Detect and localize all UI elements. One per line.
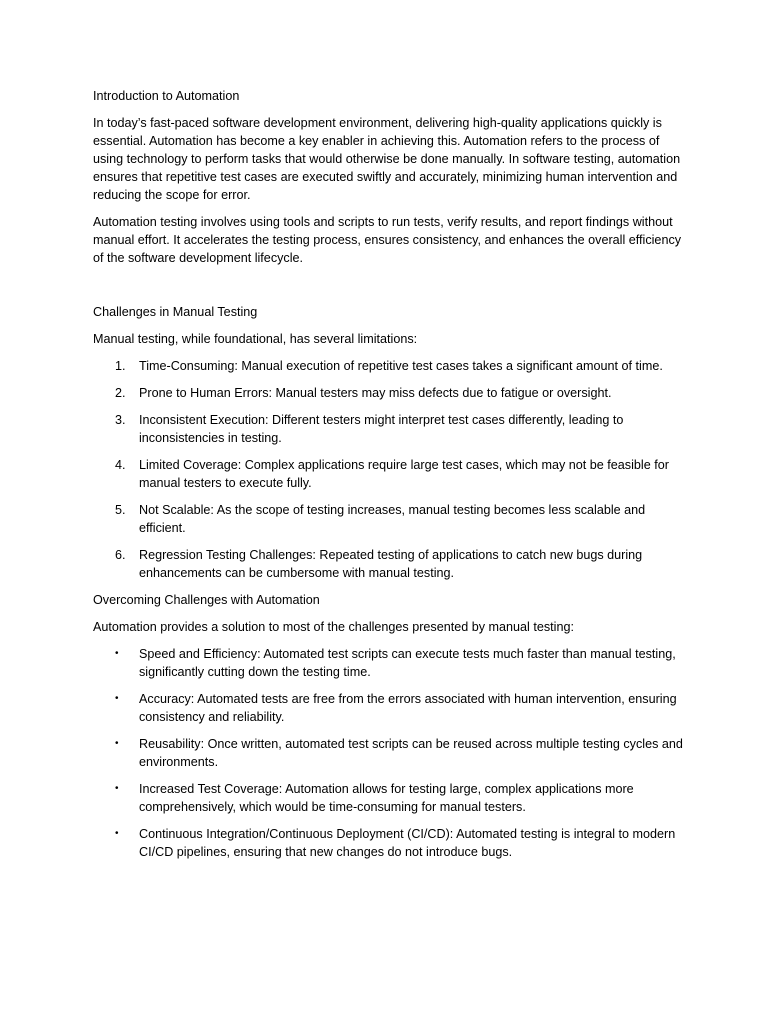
bullet-icon: •: [115, 783, 119, 794]
list-item-text: Reusability: Once written, automated test scripts can be reused across multiple testing cycles and environments.: [139, 737, 683, 769]
list-number: 6.: [115, 548, 126, 562]
list-item-text: Time-Consuming: Manual execution of repetitive test cases takes a significant amount of time.: [139, 359, 663, 373]
list-item-text: Increased Test Coverage: Automation allows for testing large, complex applications more comprehensively, which would be time-consuming for manual testers.: [139, 782, 634, 814]
intro-paragraph: In today’s fast-paced software development environment, delivering high-quality applications quickly is essential. Automation has become a key enabler in achieving this. Automation refers to the process of using technology to perform tasks that would otherwise be done manually. In software testing, automation ensures that repetitive test cases are executed swiftly and accurately, minimizing human intervention and reducing the scope for error.: [93, 116, 681, 202]
bullet-icon: •: [115, 648, 119, 659]
bullet-icon: •: [115, 828, 119, 839]
overcoming-lead: Automation provides a solution to most of the challenges presented by manual testing:: [93, 620, 574, 634]
section-heading-challenges: Challenges in Manual Testing: [93, 305, 258, 319]
bullet-icon: •: [115, 738, 119, 749]
list-number: 1.: [115, 359, 126, 373]
challenges-lead: Manual testing, while foundational, has several limitations:: [93, 332, 418, 346]
section-heading-intro: Introduction to Automation: [93, 89, 240, 103]
document-page: [93, 87, 683, 870]
list-number: 2.: [115, 386, 126, 400]
list-item-text: Limited Coverage: Complex applications require large test cases, which may not be feasible for manual testers to execute fully.: [139, 458, 669, 490]
list-item: [93, 780, 683, 816]
intro-paragraph: Automation testing involves using tools and scripts to run tests, verify results, and report findings without manual effort. It accelerates the testing process, ensures consistency, and enhances the overall efficiency of the software development lifecycle.: [93, 215, 682, 265]
overcoming-list: [93, 645, 683, 861]
challenges-list: [93, 357, 683, 582]
list-item: [93, 357, 683, 375]
list-item: [93, 546, 683, 582]
list-item-text: Speed and Efficiency: Automated test scripts can execute tests much faster than manual testing, significantly cutting down the testing time.: [139, 647, 676, 679]
list-item: [93, 735, 683, 771]
list-item: [93, 384, 683, 402]
list-item-text: Prone to Human Errors: Manual testers may miss defects due to fatigue or oversight.: [139, 386, 612, 400]
list-item: [93, 456, 683, 492]
list-item: [93, 645, 683, 681]
list-item-text: Regression Testing Challenges: Repeated testing of applications to catch new bugs during enhancements can be cumbersome with manual testing.: [139, 548, 643, 580]
list-item-text: Not Scalable: As the scope of testing increases, manual testing becomes less scalable and efficient.: [139, 503, 646, 535]
list-number: 3.: [115, 413, 126, 427]
bullet-icon: •: [115, 693, 119, 704]
section-heading-overcoming: Overcoming Challenges with Automation: [93, 593, 320, 607]
list-item-text: Inconsistent Execution: Different testers might interpret test cases differently, leading to inconsistencies in testing.: [139, 413, 624, 445]
list-item-text: Accuracy: Automated tests are free from the errors associated with human intervention, ensuring consistency and reliability.: [139, 692, 677, 724]
list-number: 4.: [115, 458, 126, 472]
list-item-text: Continuous Integration/Continuous Deployment (CI/CD): Automated testing is integral to modern CI/CD pipelines, ensuring that new changes do not introduce bugs.: [139, 827, 676, 859]
list-item: [93, 411, 683, 447]
list-item: [93, 690, 683, 726]
list-number: 5.: [115, 503, 126, 517]
list-item: [93, 825, 683, 861]
list-item: [93, 501, 683, 537]
section-spacer: [93, 276, 683, 303]
